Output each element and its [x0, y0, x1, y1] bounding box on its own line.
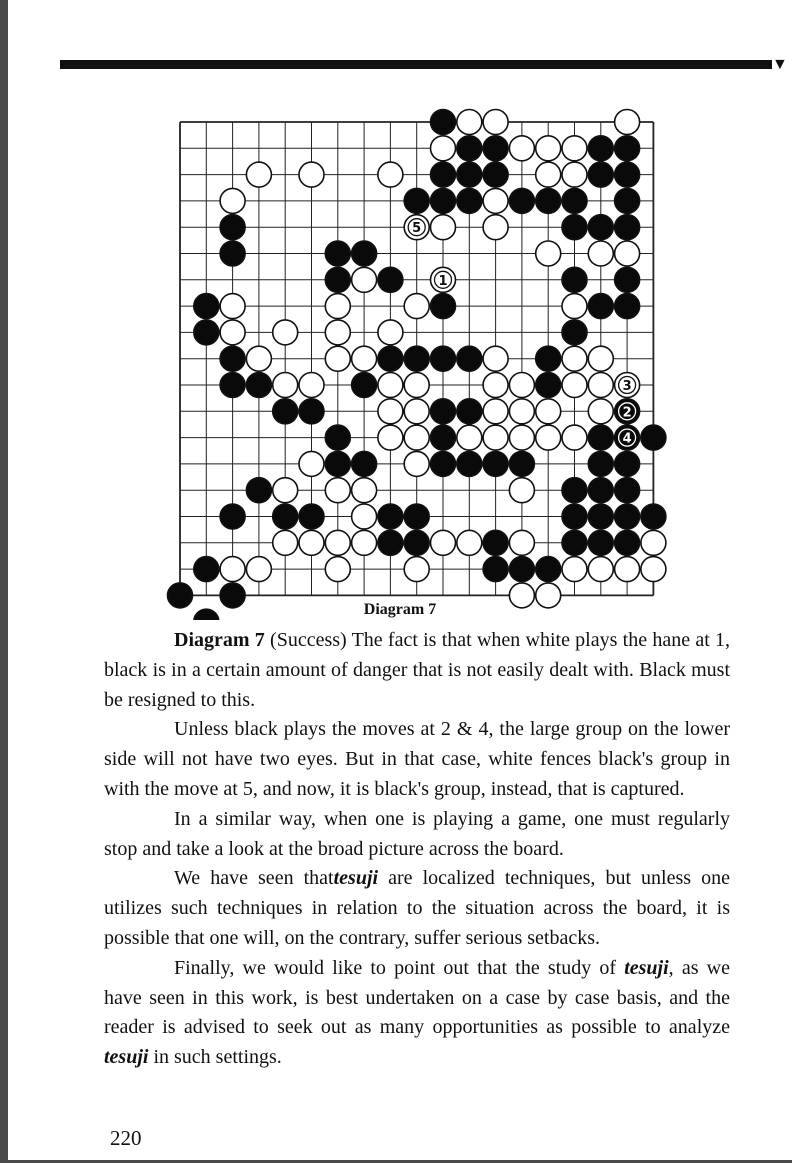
white-stone — [562, 425, 587, 450]
paragraph-5-text-b: , as we have seen in this work, is best undertaken on a case by case basis, and the reader is advised to seek out as many opportunities as possible to analyze — [104, 956, 730, 1039]
black-stone — [615, 162, 640, 187]
black-stone — [562, 188, 587, 213]
white-stone — [404, 425, 429, 450]
white-stone — [457, 110, 482, 135]
black-stone — [588, 215, 613, 240]
white-stone — [378, 425, 403, 450]
black-stone — [588, 136, 613, 161]
black-stone — [588, 478, 613, 503]
black-stone — [641, 425, 666, 450]
page-number: 220 — [110, 1126, 142, 1150]
black-stone — [615, 451, 640, 476]
white-stone — [352, 530, 377, 555]
white-stone — [641, 557, 666, 582]
header-rule-end-mark: ▼ — [772, 56, 788, 73]
white-stone — [431, 136, 456, 161]
black-stone — [536, 346, 561, 371]
black-stone — [325, 267, 350, 292]
numbered-white-stone — [404, 215, 429, 240]
white-stone — [352, 478, 377, 503]
black-stone — [615, 294, 640, 319]
white-stone — [220, 294, 245, 319]
black-stone — [431, 399, 456, 424]
black-stone — [431, 162, 456, 187]
black-stone — [483, 162, 508, 187]
black-stone — [588, 451, 613, 476]
white-stone — [483, 188, 508, 213]
white-stone — [615, 241, 640, 266]
black-stone — [562, 215, 587, 240]
white-stone — [588, 373, 613, 398]
numbered-white-stone — [615, 373, 640, 398]
white-stone — [588, 399, 613, 424]
black-stone — [352, 451, 377, 476]
paragraph-5 — [104, 954, 730, 1073]
black-stone — [615, 215, 640, 240]
black-stone — [457, 188, 482, 213]
black-stone — [615, 188, 640, 213]
black-stone — [615, 530, 640, 555]
white-stone — [457, 530, 482, 555]
white-stone — [325, 530, 350, 555]
black-stone — [509, 188, 534, 213]
black-stone — [615, 267, 640, 292]
white-stone — [220, 188, 245, 213]
white-stone — [404, 294, 429, 319]
white-stone — [483, 399, 508, 424]
white-stone — [431, 530, 456, 555]
black-stone — [431, 110, 456, 135]
black-stone — [483, 136, 508, 161]
white-stone — [615, 557, 640, 582]
white-stone — [509, 136, 534, 161]
white-stone — [299, 373, 324, 398]
white-stone — [483, 215, 508, 240]
diagram-caption: Diagram 7 — [363, 601, 437, 618]
black-stone — [615, 478, 640, 503]
black-stone — [273, 399, 298, 424]
black-stone — [194, 320, 219, 345]
white-stone — [246, 162, 271, 187]
white-stone — [509, 399, 534, 424]
black-stone — [431, 346, 456, 371]
white-stone — [536, 162, 561, 187]
white-stone — [536, 399, 561, 424]
numbered-black-stone — [615, 399, 640, 424]
body-text — [104, 626, 730, 1073]
white-stone — [562, 346, 587, 371]
black-stone — [562, 504, 587, 529]
black-stone — [352, 373, 377, 398]
white-stone — [588, 557, 613, 582]
black-stone — [536, 188, 561, 213]
black-stone — [273, 504, 298, 529]
white-stone — [273, 478, 298, 503]
black-stone — [562, 530, 587, 555]
black-stone — [536, 373, 561, 398]
term-tesuji: tesuji — [333, 867, 379, 890]
paragraph-4-text-a: We have seen that — [174, 867, 334, 890]
white-stone — [562, 136, 587, 161]
black-stone — [220, 373, 245, 398]
black-stone — [404, 530, 429, 555]
white-stone — [509, 373, 534, 398]
term-tesuji: tesuji — [104, 1046, 149, 1069]
black-stone — [483, 557, 508, 582]
white-stone — [378, 373, 403, 398]
black-stone — [431, 451, 456, 476]
white-stone — [536, 136, 561, 161]
white-stone — [483, 110, 508, 135]
black-stone — [457, 162, 482, 187]
white-stone — [299, 530, 324, 555]
black-stone — [194, 557, 219, 582]
black-stone — [220, 215, 245, 240]
white-stone — [483, 373, 508, 398]
black-stone — [457, 136, 482, 161]
white-stone — [378, 320, 403, 345]
white-stone — [299, 162, 324, 187]
black-stone — [588, 530, 613, 555]
white-stone — [378, 162, 403, 187]
white-stone — [220, 557, 245, 582]
move-number: 2 — [622, 405, 632, 421]
move-number: 5 — [412, 221, 422, 237]
black-stone — [483, 530, 508, 555]
white-stone — [378, 399, 403, 424]
black-stone — [562, 320, 587, 345]
white-stone — [509, 425, 534, 450]
white-stone — [325, 346, 350, 371]
black-stone — [483, 451, 508, 476]
paragraph-1-title: Diagram 7 — [174, 629, 265, 651]
black-stone — [325, 451, 350, 476]
white-stone — [404, 557, 429, 582]
white-stone — [562, 294, 587, 319]
move-number: 3 — [622, 379, 632, 394]
white-stone — [615, 110, 640, 135]
book-page — [8, 0, 792, 1160]
black-stone — [641, 504, 666, 529]
white-stone — [404, 451, 429, 476]
white-stone — [404, 399, 429, 424]
black-stone — [457, 399, 482, 424]
numbered-black-stone — [615, 425, 640, 450]
black-stone — [431, 425, 456, 450]
black-stone — [615, 136, 640, 161]
white-stone — [352, 504, 377, 529]
white-stone — [220, 320, 245, 345]
white-stone — [404, 373, 429, 398]
numbered-white-stone — [431, 267, 456, 292]
paragraph-5-text-a: Finally, we would like to point out that the study of — [174, 956, 625, 979]
white-stone — [299, 451, 324, 476]
white-stone — [352, 346, 377, 371]
white-stone — [325, 294, 350, 319]
black-stone — [404, 188, 429, 213]
white-stone — [536, 241, 561, 266]
black-stone — [325, 425, 350, 450]
white-stone — [641, 530, 666, 555]
black-stone — [404, 346, 429, 371]
white-stone — [483, 425, 508, 450]
white-stone — [325, 557, 350, 582]
white-stone — [483, 346, 508, 371]
black-stone — [457, 346, 482, 371]
paragraph-1-text: (Success) The fact is that when white plays the hane at 1, black is in a certain amount of danger that is not easily dealt with. Black must be resigned to this. — [104, 629, 731, 711]
white-stone — [431, 215, 456, 240]
black-stone — [509, 451, 534, 476]
white-stone — [536, 425, 561, 450]
white-stone — [246, 346, 271, 371]
white-stone — [325, 320, 350, 345]
white-stone — [325, 478, 350, 503]
white-stone — [509, 478, 534, 503]
white-stone — [509, 530, 534, 555]
black-stone — [246, 478, 271, 503]
black-stone — [325, 241, 350, 266]
black-stone — [194, 294, 219, 319]
paragraph-4-text-b: are localized techniques, but unless one utilizes such techniques in relation to the situation across the board, it is possible that one will, on the contrary, suffer serious setbacks. — [104, 867, 730, 949]
white-stone — [562, 557, 587, 582]
black-stone — [588, 162, 613, 187]
go-board — [8, 0, 792, 620]
black-stone — [431, 294, 456, 319]
black-stone — [588, 425, 613, 450]
black-stone — [588, 504, 613, 529]
paragraph-4 — [104, 864, 730, 953]
black-stone — [588, 294, 613, 319]
black-stone — [404, 504, 429, 529]
go-diagram — [8, 0, 792, 620]
black-stone — [220, 241, 245, 266]
white-stone — [273, 320, 298, 345]
black-stone — [378, 530, 403, 555]
black-stone — [220, 504, 245, 529]
paragraph-2: Unless black plays the moves at 2 & 4, the large group on the lower side will not have two eyes. But in that case, white fences black's group in with the move at 5, and now, it is black's group, instead, that is captured. — [104, 718, 730, 800]
black-stone — [615, 504, 640, 529]
black-stone — [378, 504, 403, 529]
black-stone — [562, 267, 587, 292]
black-stone — [299, 399, 324, 424]
white-stone — [273, 373, 298, 398]
black-stone — [431, 188, 456, 213]
paragraph-1 — [104, 626, 730, 715]
move-number: 4 — [622, 431, 632, 447]
paragraph-3: In a similar way, when one is playing a game, one must regularly stop and take a look at the broad picture across the board. — [104, 807, 730, 860]
black-stone — [509, 557, 534, 582]
black-stone — [378, 267, 403, 292]
black-stone — [378, 346, 403, 371]
white-stone — [588, 346, 613, 371]
black-stone — [220, 346, 245, 371]
black-stone — [457, 451, 482, 476]
white-stone — [352, 267, 377, 292]
black-stone — [562, 478, 587, 503]
term-tesuji: tesuji — [624, 956, 669, 979]
move-number: 1 — [438, 273, 448, 289]
white-stone — [562, 373, 587, 398]
black-stone — [246, 373, 271, 398]
white-stone — [273, 530, 298, 555]
black-stone — [352, 241, 377, 266]
white-stone — [246, 557, 271, 582]
black-stone — [536, 557, 561, 582]
black-stone — [299, 504, 324, 529]
paragraph-5-text-c: in such settings. — [148, 1046, 282, 1069]
white-stone — [588, 241, 613, 266]
white-stone — [457, 425, 482, 450]
white-stone — [562, 162, 587, 187]
